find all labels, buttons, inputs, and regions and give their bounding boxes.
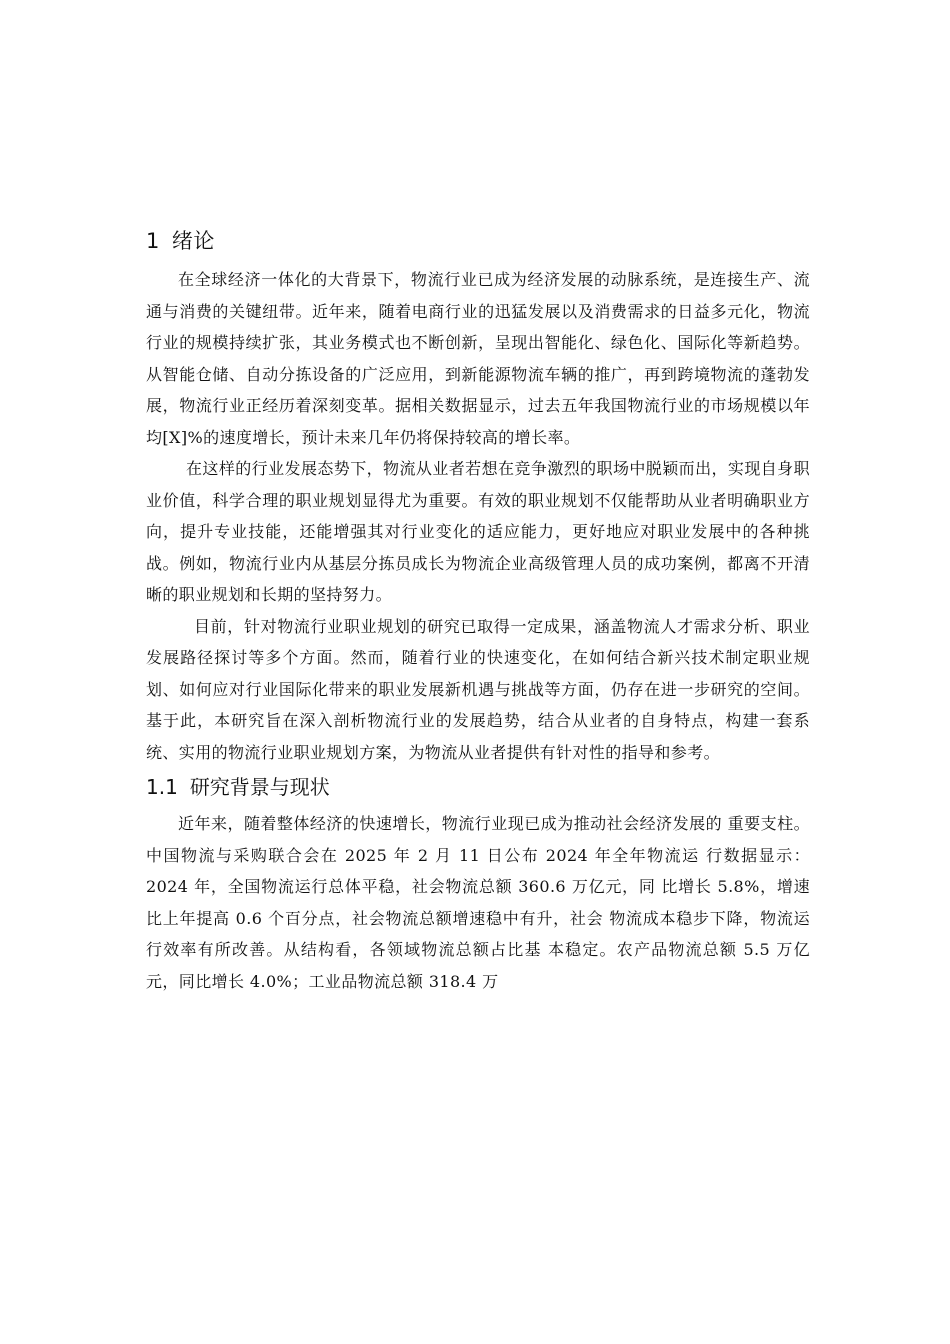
chapter-title: 绪论 xyxy=(171,229,215,253)
page-content xyxy=(146,226,810,997)
chapter-number: 1 xyxy=(146,229,160,253)
section-heading xyxy=(146,772,810,802)
section-title: 研究背景与现状 xyxy=(189,775,330,799)
section-number: 1.1 xyxy=(146,775,178,799)
intro-paragraph-3: 目前，针对物流行业职业规划的研究已取得一定成果，涵盖物流人才需求分析、职业发展路径探讨等多个方面。然而，随着行业的快速变化，在如何结合新兴技术制定职业规划、如何应对行业国际化带来的职业发展新机遇与挑战等方面，仍存在进一步研究的空间。基于此，本研究旨在深入剖析物流行业的发展趋势，结合从业者的自身特点，构建一套系统、实用的物流行业职业规划方案，为物流从业者提供有针对性的指导和参考。 xyxy=(146,616,810,762)
intro-paragraph-2: 在这样的行业发展态势下，物流从业者若想在竞争激烈的职场中脱颖而出，实现自身职业价值，科学合理的职业规划显得尤为重要。有效的职业规划不仅能帮助从业者明确职业方向，提升专业技能，还能增强其对行业变化的适应能力，更好地应对职业发展中的各种挑战。例如，物流行业内从基层分拣员成长为物流企业高级管理人员的成功案例，都离不开清晰的职业规划和长期的坚持努力。 xyxy=(146,459,810,604)
section-paragraph: 近年来，随着整体经济的快速增长，物流行业现已成为推动社会经济发展的 重要支柱。中国物流与采购联合会在 2025 年 2 月 11 日公布 2024 年全年物流运 行数据显示：2024 年，全国物流运行总体平稳，社会物流总额 360.6 万亿元，同 比增长 5.8%，增速比上年提高 0.6 个百分点，社会物流总额增速稳中有升，社会 物流成本稳步下降，物流运行效率有所改善。从结构看，各领域物流总额占比基 本稳定。农产品物流总额 5.5 万亿元，同比增长 4.0%；工业品物流总额 318.4 万 xyxy=(146,814,810,991)
intro-paragraph-1: 在全球经济一体化的大背景下，物流行业已成为经济发展的动脉系统，是连接生产、流通与消费的关键纽带。近年来，随着电商行业的迅猛发展以及消费需求的日益多元化，物流行业的规模持续扩张，其业务模式也不断创新，呈现出智能化、绿色化、国际化等新趋势。从智能仓储、自动分拣设备的广泛应用，到新能源物流车辆的推广，再到跨境物流的蓬勃发展，物流行业正经历着深刻变革。据相关数据显示，过去五年我国物流行业的市场规模以年均[X]%的速度增长，预计未来几年仍将保持较高的增长率。 xyxy=(146,270,810,447)
chapter-heading xyxy=(146,226,810,256)
